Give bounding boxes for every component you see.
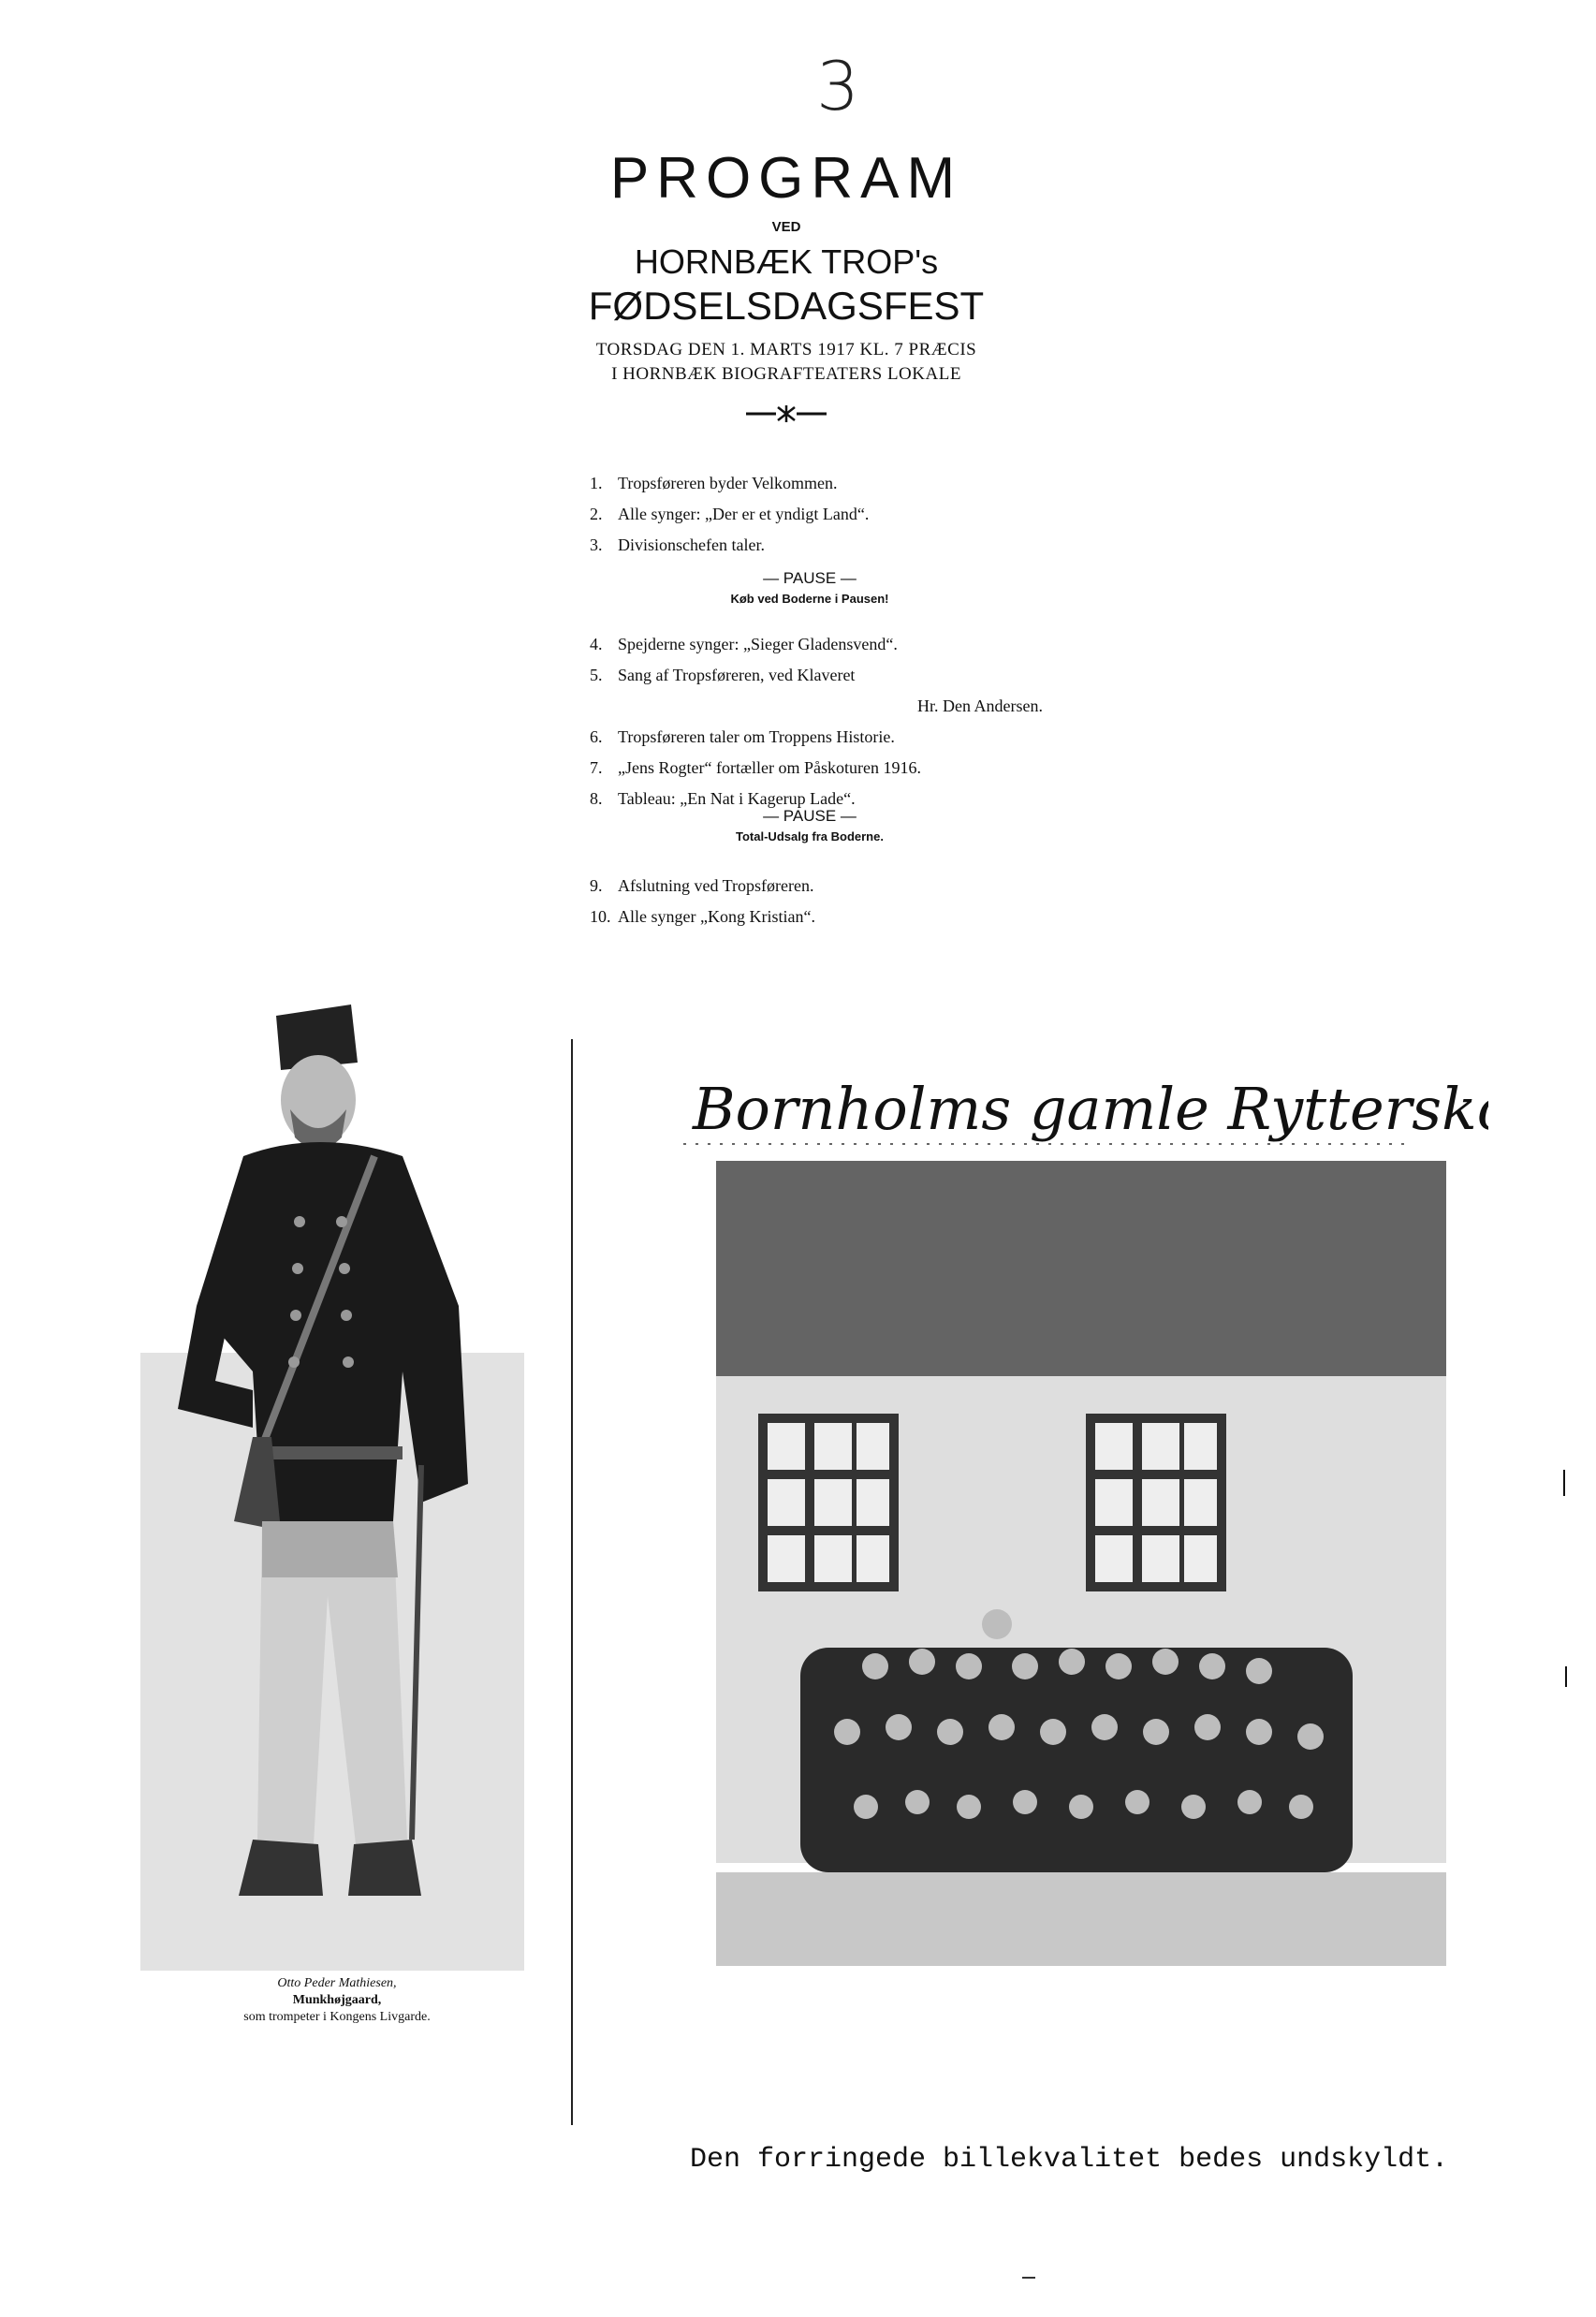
portrait-caption (168, 1975, 505, 2026)
program-troop: HORNBÆK TROP's (634, 242, 939, 281)
caption-role: som trompeter i Kongens Livgarde. (243, 2010, 431, 2024)
svg-text:Bornholms gamle Rytterskole: Bornholms gamle Rytterskole (693, 1075, 1488, 1143)
school-photo (716, 1161, 1446, 1966)
list-item: 2. Alle synger: „Der er et yndigt Land“. (590, 505, 870, 523)
program-date: TORSDAG DEN 1. MARTS 1917 KL. 7 PRÆCIS (595, 340, 977, 359)
caption-name: Otto Peder Mathiesen, (277, 1976, 397, 1990)
list-item: 5. Sang af Tropsføreren, ved Klaveret (590, 666, 856, 684)
program-ved: VED (771, 219, 801, 235)
program-event: FØDSELSDAGSFEST (588, 284, 985, 328)
margin-mark (1565, 1666, 1567, 1687)
pause-subtitle: Total-Udsalg fra Boderne. (736, 829, 884, 843)
handwritten-title (683, 1047, 1488, 1159)
pause-1 (590, 569, 1030, 606)
program-title: PROGRAM (609, 146, 963, 211)
list-item: 8. Tableau: „En Nat i Kagerup Lade“. (590, 789, 856, 808)
caption-place: Munkhøjgaard, (292, 1993, 382, 2007)
list-item: 3. Divisionschefen taler. (590, 535, 765, 554)
pause-2 (590, 807, 1030, 843)
footnote: Den forringede billekvalitet bedes undskyldt. (690, 2144, 1449, 2176)
list-item: 1. Tropsføreren byder Velkommen. (590, 474, 838, 492)
list-item: 6. Tropsføreren taler om Troppens Historie. (590, 727, 895, 746)
list-item: 4. Spejderne synger: „Sieger Gladensvend“. (590, 635, 898, 653)
program-header (426, 146, 1147, 424)
program-venue: I HORNBÆK BIOGRAFTEATERS LOKALE (611, 364, 961, 384)
list-item: 7. „Jens Rogter“ fortæller om Påskoturen 1916. (590, 758, 921, 777)
pause-subtitle: Køb ved Boderne i Pausen! (730, 592, 889, 606)
margin-mark (1563, 1470, 1565, 1496)
vertical-rule (571, 1039, 573, 2125)
accompanist: Hr. Den Andersen. (917, 697, 1043, 715)
program-items-part3 (590, 871, 1114, 932)
list-item: 10. Alle synger „Kong Kristian“. (590, 907, 815, 926)
margin-mark (1022, 2277, 1035, 2279)
list-item: 9. Afslutning ved Tropsføreren. (590, 876, 814, 895)
soldier-portrait (140, 997, 524, 1971)
ornament-icon (426, 403, 1147, 424)
program-items-part1 (590, 468, 1114, 561)
pause-title: — PAUSE — (763, 807, 857, 825)
page-number: 3 (816, 47, 859, 125)
program-items-part2 (590, 629, 1114, 814)
pause-title: — PAUSE — (763, 569, 857, 587)
